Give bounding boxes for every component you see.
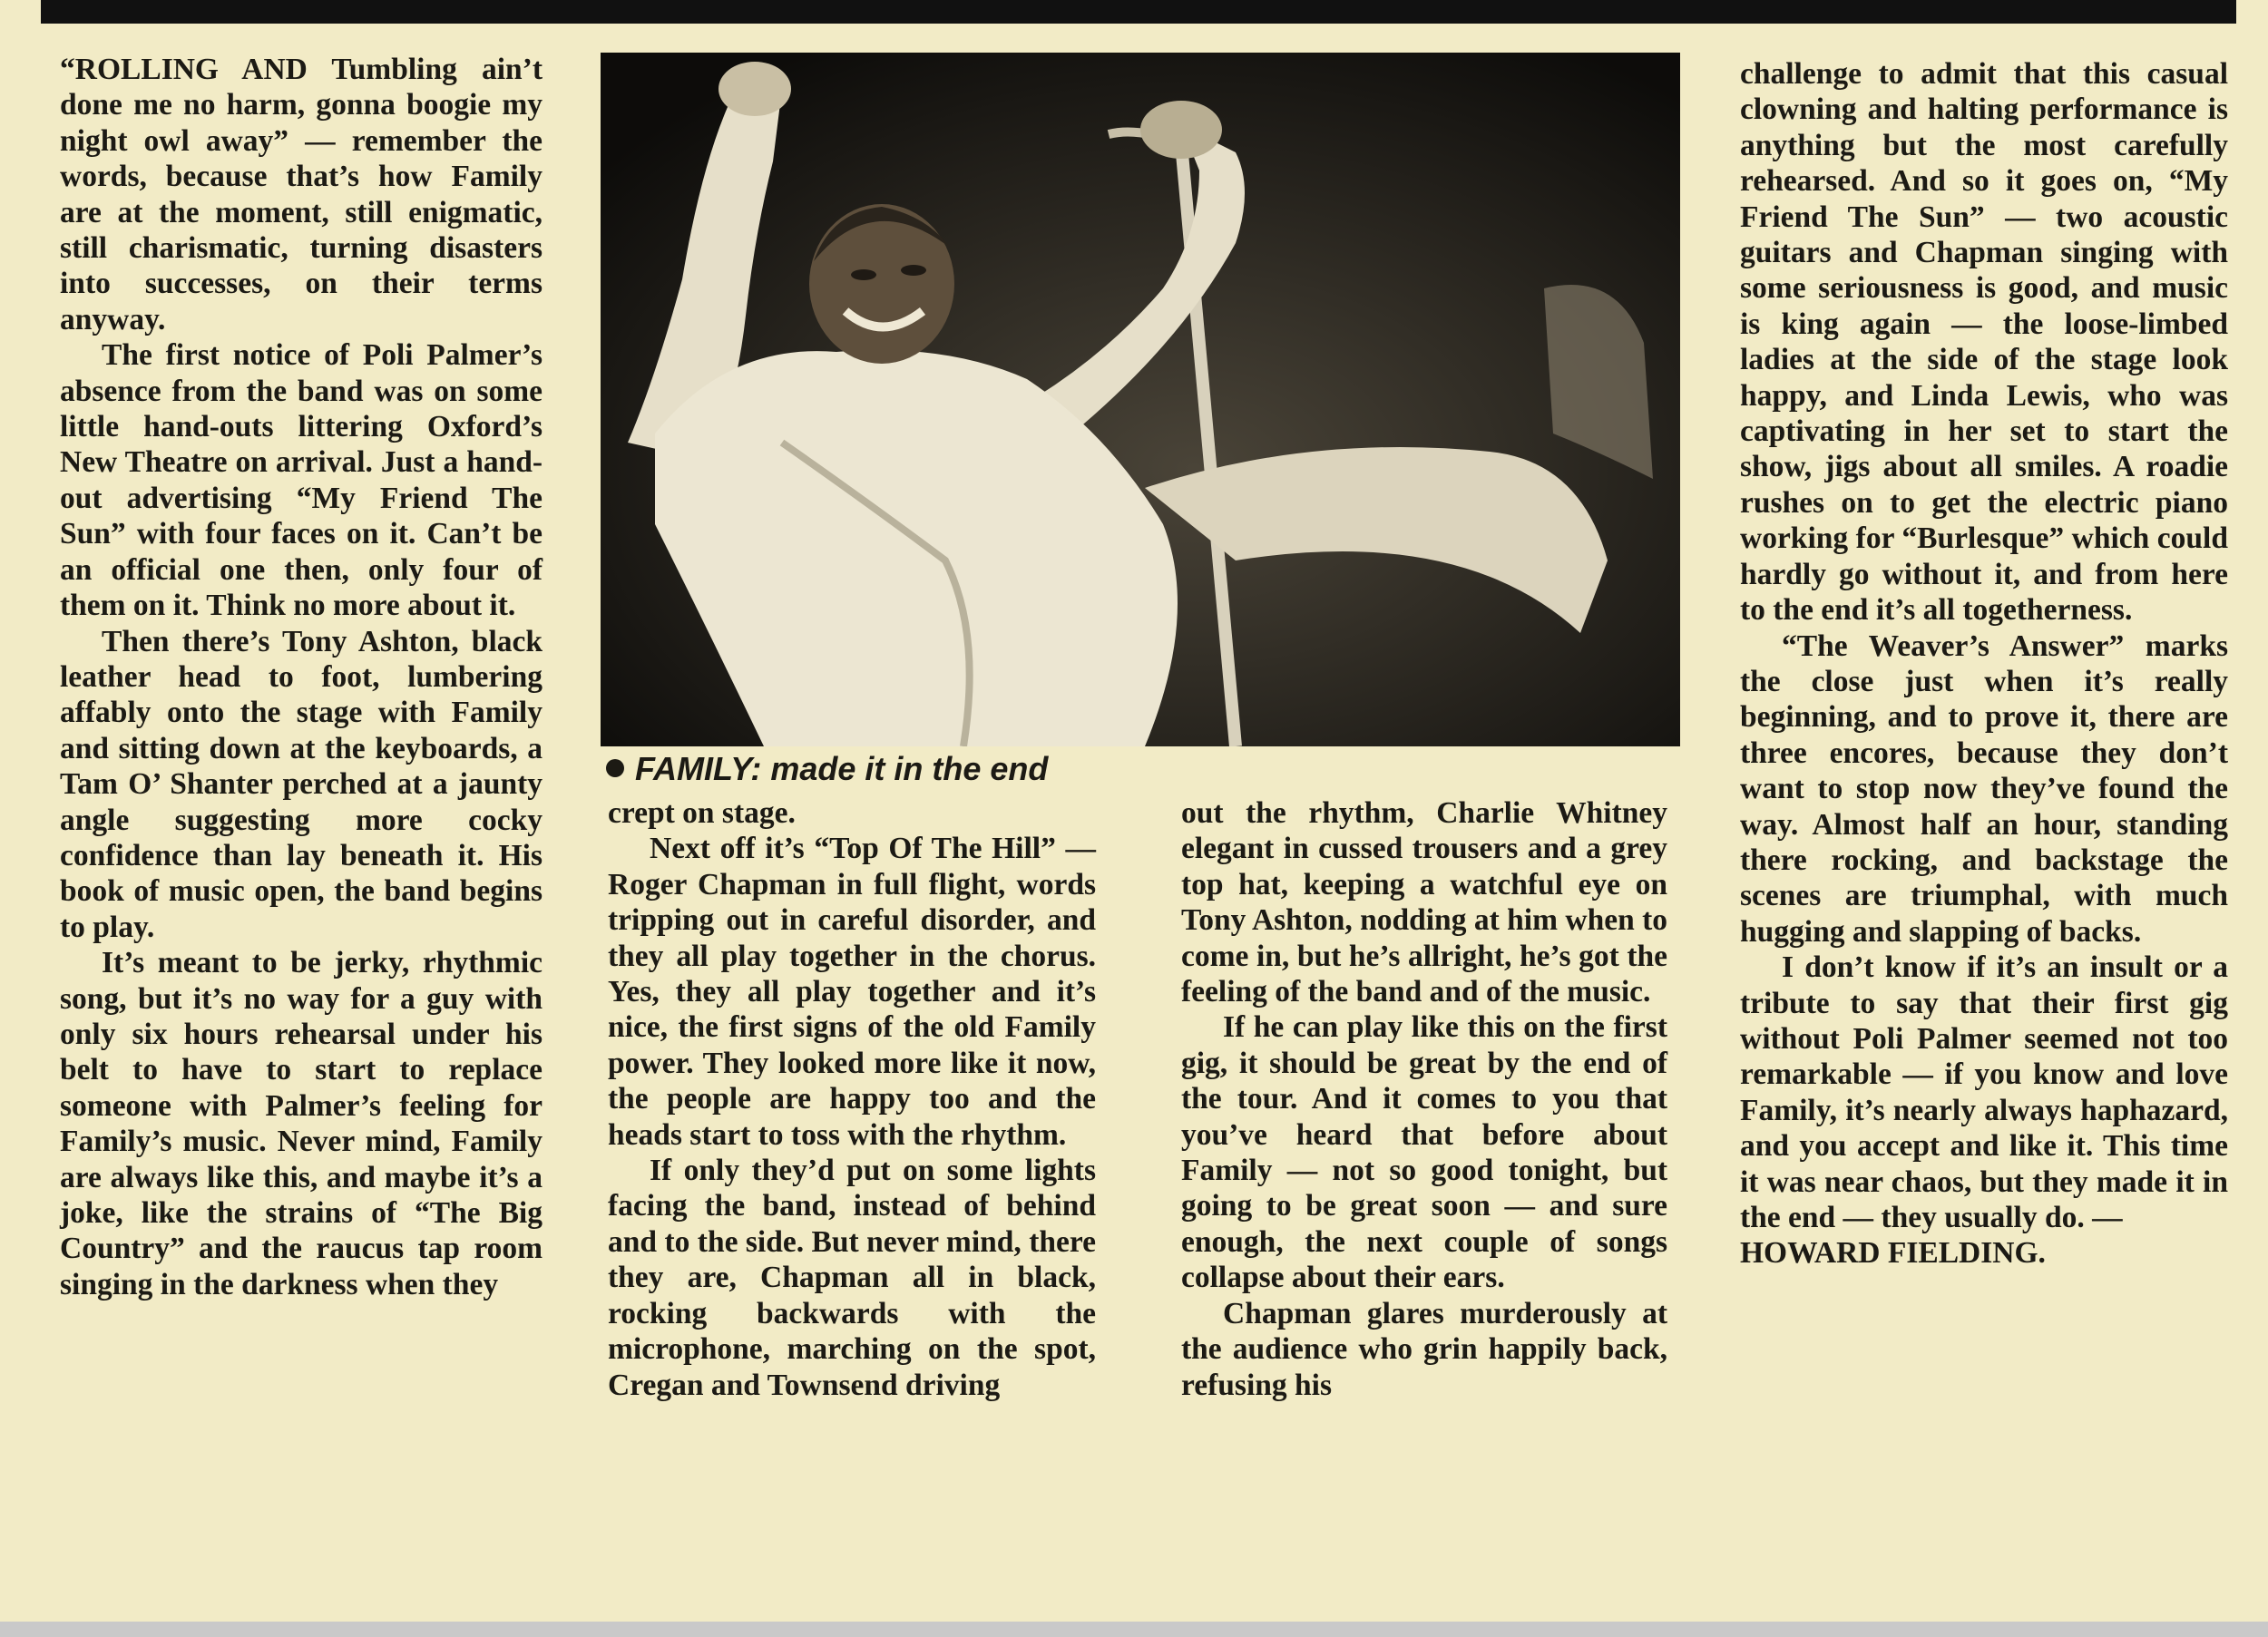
singer-on-stage-image [601,53,1680,746]
article-paragraph: crept on stage. [608,796,796,830]
article-paragraph: challenge to admit that this casual clowning and halting performance is anything but the most carefully rehearsed. And so it goes on, “My Friend The Sun” — two acoustic guitars and Chapman singing with some seriousness is good, and music is king again — the loose-limbed ladies at the side of the stage look happy, and Linda Lewis, who was captivating in her set to start the show, jigs about all smiles. A roadie rushes on to get the electric piano working for “Burlesque” which could hardly go without it, and from here to the end it’s all togetherness. [1740,57,2228,628]
article-paragraph: I don’t know if it’s an insult or a tribute to say that their first gig without Poli Palmer seemed not too remarkable — if you know and love Family, it’s nearly always haphazard, and you accept and like it. This time it was near chaos, but they made it in the end — they usually do. — [1740,950,2228,1234]
article-paragraph: out the rhythm, Charlie Whitney elegant in cussed trousers and a grey top hat, keeping a watchful eye on Tony Ashton, nodding at him when to come in, but he’s allright, he’s got the feeling of the band and of the music. [1181,796,1667,1009]
article-paragraph: Then there’s Tony Ashton, black leather head to foot, lumbering affably onto the stage with Family and sitting down at the keyboards, a Tam O’ Shanter perched at a jaunty angle suggesting more cocky confidence than lay beneath it. His book of music open, the band begins to play. [60,624,543,944]
photo-caption-text: FAMILY: made it in the end [635,750,1049,787]
article-paragraph: It’s meant to be jerky, rhythmic song, but it’s no way for a guy with only six hours rehearsal under his belt to have to start to replace someone with Palmer’s feeling for Family’s music. Never mind, Family are always like this, and maybe it’s a joke, like the strains of “The Big Country” and the raucus tap room singing in the darkness when they [60,946,543,1301]
article-paragraph: The first notice of Poli Palmer’s absence from the band was on some little hand-outs littering Oxford’s New Theatre on arrival. Just a hand-out advertising “My Friend The Sun” with four faces on it. Can’t be an official one then, only four of them on it. Think no more about it. [60,338,543,623]
top-rule [41,0,2236,24]
photo-caption [606,749,1695,789]
article-paragraph: Chapman glares murderously at the audience who grin happily back, refusing his [1181,1296,1667,1402]
author-byline: HOWARD FIELDING. [1740,1236,2046,1271]
article-paragraph: Next off it’s “Top Of The Hill” — Roger Chapman in full flight, words tripping out in careful disorder, and they all play together in the chorus. Yes, they all play together and it’s nice, the first signs of the old Family power. They looked more like it now, the people are happy too and the heads start to toss with the rhythm. [608,832,1096,1152]
bullet-icon [606,759,624,777]
concert-photo [601,53,1680,746]
article-paragraph: If only they’d put on some lights facing the band, instead of behind and to the side. But never mind, there they are, Chapman all in black, rocking backwards with the microphone, marching on the spot, Cregan and Townsend driving [608,1154,1096,1402]
article-column-1 [60,52,543,1302]
article-paragraph: “The Weaver’s Answer” marks the close just when it’s really beginning, and to prove it, there are three encores, because they don’t want to stop now they’ve found the way. Almost half an hour, standing there rocking, and backstage the scenes are triumphal, with much hugging and slapping of backs. [1740,628,2228,949]
article-column-2 [608,795,1096,1403]
article-paragraph: If he can play like this on the first gig, it should be great by the end of the tour. And it comes to you that you’ve heard that before about Family — not so good tonight, but going to be great soon — and sure enough, the next couple of songs collapse about their ears. [1181,1010,1667,1295]
article-column-3 [1181,795,1667,1403]
article-paragraph: “ROLLING AND Tumbling ain’t done me no harm, gonna boogie my night owl away” — remember the words, because that’s how Family are at the moment, still enigmatic, still charismatic, turning disasters into successes, on their terms anyway. [60,53,543,336]
bottom-border [0,1622,2268,1637]
article-column-4 [1740,56,2228,1272]
